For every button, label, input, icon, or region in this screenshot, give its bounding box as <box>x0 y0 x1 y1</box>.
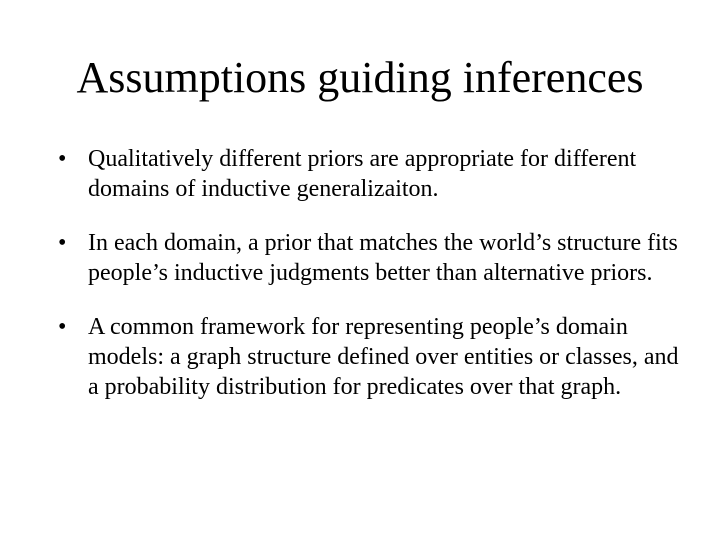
bullet-text: In each domain, a prior that matches the world’s structure fits people’s inductive judgments better than alternative priors. <box>88 230 678 286</box>
bullet-item <box>58 144 688 204</box>
bullet-item <box>58 312 688 402</box>
bullet-list <box>58 144 688 426</box>
bullet-item <box>58 228 688 288</box>
bullet-text: Qualitatively different priors are appropriate for different domains of inductive generalizaiton. <box>88 146 637 202</box>
bullet-text: A common framework for representing people’s domain models: a graph structure defined over entities or classes, and a probability distribution for predicates over that graph. <box>88 314 679 400</box>
bullet-icon: • <box>58 230 67 256</box>
slide-title: Assumptions guiding inferences <box>76 53 644 102</box>
bullet-icon: • <box>58 314 67 340</box>
bullet-icon: • <box>58 146 67 172</box>
